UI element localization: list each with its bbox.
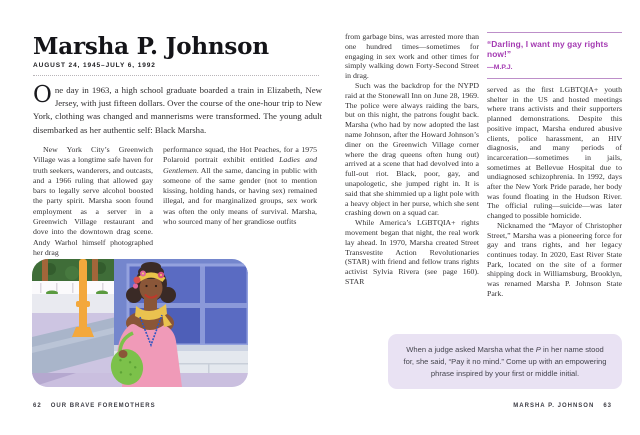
body-paragraph: New York City’s Greenwich Village was a longtime safe haven for truth seekers, wanderers, and outcasts, and a 1966 ruling that allowed gay bars to legally serve alcohol boosted the party spirit. Marsha soon found employment as a server in a Greenwich Village restaurant and dove into the downtown drag scene. Andy Warhol himself photographed her drag <box>33 145 153 257</box>
eye <box>155 285 157 287</box>
hand <box>119 350 128 358</box>
dotted-divider <box>33 75 319 76</box>
running-head-chapter: MARSHA P. JOHNSON <box>513 403 595 409</box>
pull-quote-text: “Darling, I want my gay rights now!” <box>487 39 609 59</box>
paragraph-segment: performance squad, the Hot Peaches, for a 1975 Polaroid portrait exhibit entitled <box>163 145 317 165</box>
page-title: Marsha P. Johnson <box>33 33 269 60</box>
body-paragraph: served as the first LGBTQIA+ youth shelter in the US and hosted meetings where trans activists and their supporters planned demonstrations. Despite this positive impact, Marsha endured abusive clients, police harassment, an HIV diagnosis, and many periods of incarceration—sometimes in jails, sometimes at Bellevue Hospital due to undiagnosed schizophrenia. In 1992, days after the New York Pride parade, her body was found floating in the Hudson River. The official ruling—suicide—was later changed to possible homicide. <box>487 85 622 221</box>
running-head-book-title: OUR BRAVE FOREMOTHERS <box>50 403 156 409</box>
intro-text: ne day in 1963, a high school graduate boarded a train in Elizabeth, New Jersey, with just fifteen dollars. Over the course of the one-hour trip to New York, clothing was changed and mannerisms were transformed. The young adult disembarked as her authentic self: Black Marsha. <box>33 85 322 135</box>
left-column-2 <box>163 145 317 227</box>
lamp-post <box>79 259 87 335</box>
body-paragraph: While America’s LGBTQIA+ rights movement began that night, the real work lay ahead. In 1970, Marsha created Street Transvestite Action Revolutionaries (STAR) with friend and fellow trans rights activist Sylvia Rivera (see page 160). STAR <box>345 218 479 286</box>
marsha-illustration-svg <box>32 259 248 387</box>
marsha-illustration <box>32 259 248 387</box>
book-title-italic: Ladies and Gentlemen <box>163 155 317 175</box>
page-number-right: 63 <box>603 403 612 409</box>
right-column-1 <box>345 32 479 287</box>
paragraph-segment: . All the same, dancing in public with someone of the same gender (not to mention kissing, holding hands, or having sex) remained illegal, and for marginalized groups, sex work was often the only means of survival. Marsha, who sourced many of her grandiose outfits <box>163 165 317 227</box>
callout-initial-italic: P <box>535 345 541 354</box>
callout-segment: in her name stood for, she said, “Pay it no mind.” Come up with an empowering phrase inspired by your first or middle initial. <box>403 345 607 378</box>
life-dates: AUGUST 24, 1945–JULY 6, 1992 <box>33 62 156 69</box>
street-scene <box>32 259 116 387</box>
body-paragraph: from garbage bins, was arrested more than one hundred times—sometimes for engaging in sex work and other times for simply walking down Forty-Second Street in drag. <box>345 32 479 81</box>
footer-left <box>33 403 156 409</box>
drop-cap: O <box>33 82 52 108</box>
pull-quote-attribution: —M.P.J. <box>487 64 513 71</box>
callout-segment: When a judge asked Marsha what the <box>406 345 536 354</box>
right-column-2 <box>487 85 622 298</box>
body-paragraph: Such was the backdrop for the NYPD raid at the Stonewall Inn on June 28, 1969. The police were always raiding the bars, but on this night, the patrons fought back. Marsha (who had by now adopted the last name Johnson, after the Howard Johnson’s diner on the Greenwich Village corner where the drag queens often hung out) arrived at a scene that had devolved into a full-out riot. Black, poor, gay, and unapologetic, she jumped right in. It is said that she shimmied up a light pole with a heavy object in her purse, which she sent crashing down on a squad car. <box>345 80 479 218</box>
body-paragraph: Nicknamed the “Mayor of Christopher Street,” Marsha was a pioneering force for gay and trans rights, and her legacy continues today. In 2020, East River State Park, located on the site of a former shipping dock in Williamsburg, Brooklyn, was renamed Marsha P. Johnson State Park. <box>487 220 622 298</box>
pull-quote <box>487 32 622 79</box>
activity-callout <box>388 334 622 389</box>
footer-right <box>513 403 612 409</box>
body-paragraph <box>163 145 317 227</box>
page-number-left: 62 <box>33 403 42 409</box>
intro-paragraph <box>33 84 322 137</box>
eye <box>145 285 147 287</box>
left-column-1 <box>33 145 153 258</box>
